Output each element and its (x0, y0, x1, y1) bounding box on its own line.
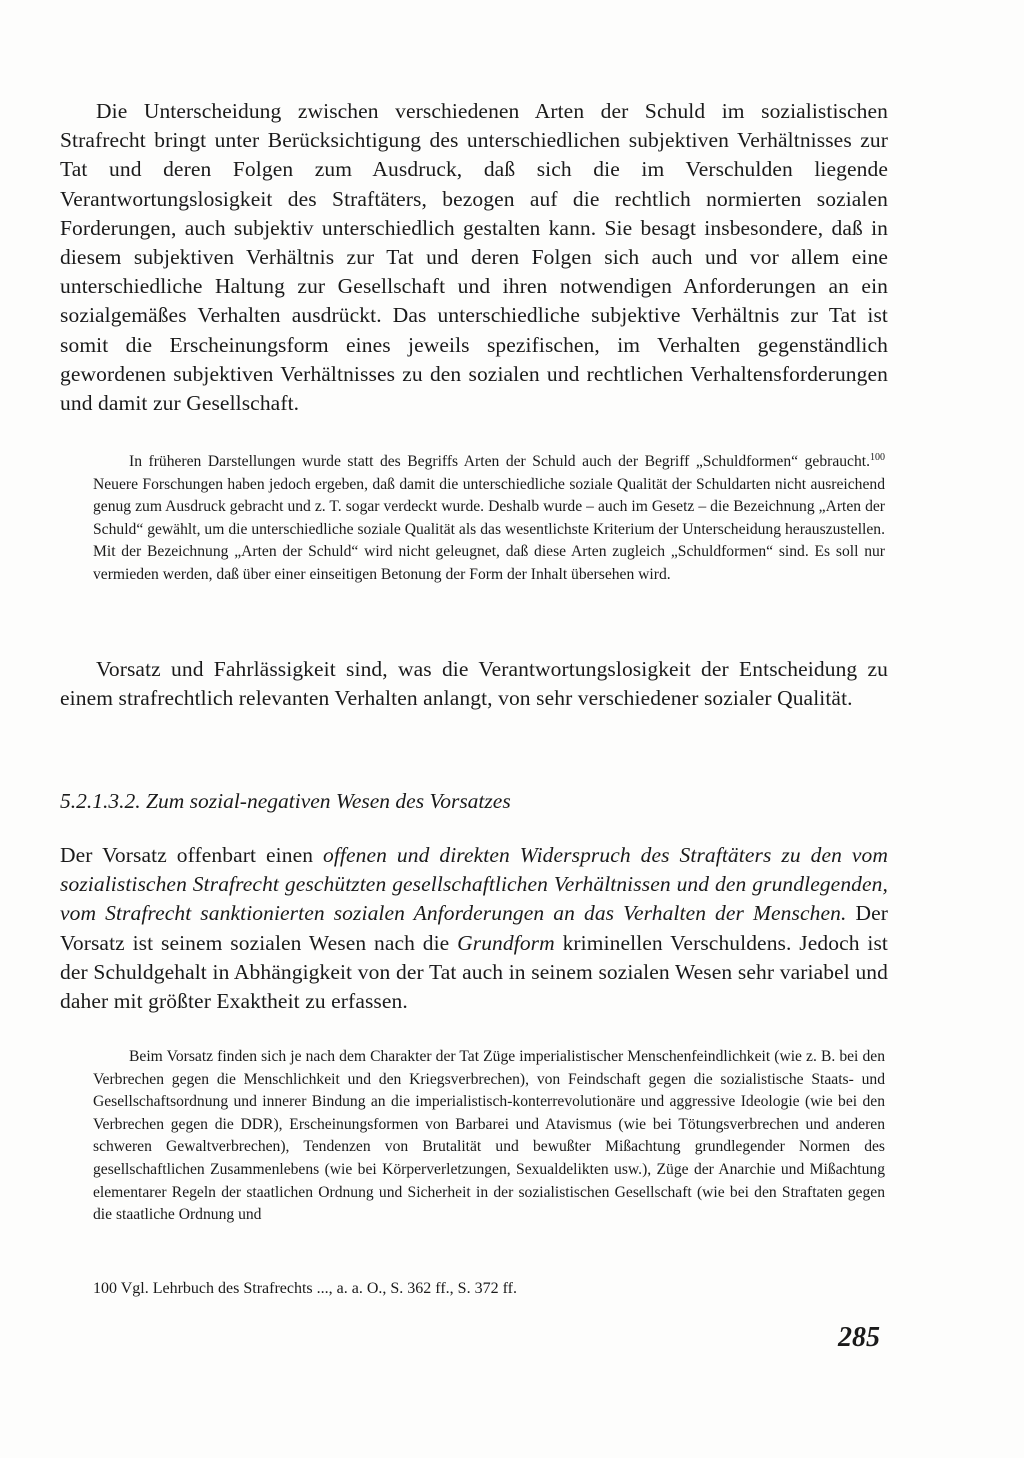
body-paragraph-2: Vorsatz und Fahrlässigkeit sind, was die Verantwortungslosigkeit der Entscheidung zu einem strafrechtlich relevanten Verhalten anlangt, von sehr verschiedener sozialer Qualität. (60, 657, 888, 711)
footnote-ref-100: 100 (870, 451, 885, 463)
p3-emphasis-1: offenen und direkten Widerspruch des Straftäters zu den vom sozialistischen Strafrecht geschützten gesellschaftlichen Verhältnissen und den grundlegenden, vom Strafrecht sanktionierten sozialen Anforderungen an das Verhalten der Menschen. (60, 843, 888, 926)
p3-text-b: Der Vorsatz ist seinem sozialen Wesen nach die (60, 901, 888, 955)
footnote: 100 Vgl. Lehrbuch des Strafrechts ..., a. a. O., S. 362 ff., S. 372 ff. (93, 1280, 517, 1297)
note-paragraph-2: Beim Vorsatz finden sich je nach dem Charakter der Tat Züge imperialistischer Menschenfeindlichkeit (wie z. B. bei den Verbrechen gegen die Menschlichkeit und den Kriegsverbrechen), von Feindschaft gegen die sozialistische Staats- und Gesellschaftsordnung und innerer Bindung an die imperialistisch-konterrevolutionäre und aggressive Ideologie (wie bei den Verbrechen gegen die DDR), Erscheinungsformen von Barbarei und Atavismus (wie bei Tötungsverbrechen und anderen schweren Gewaltverbrechen), Tendenzen von Brutalität und bewußter Mißachtung grundlegender Normen des gesellschaftlichen Zusammenlebens (wie bei Körperverletzungen, Sexualdelikten usw.), Züge der Anarchie und Mißachtung elementarer Regeln der staatlichen Ordnung und Sicherheit in der sozialistischen Gesellschaft (wie bei den Straftaten gegen die staatliche Ordnung und (93, 1048, 885, 1224)
p3-text-a: Der Vorsatz offenbart einen (60, 843, 323, 867)
note-1-text-a: In früheren Darstellungen wurde statt des Begriffs Arten der Schuld auch der Begriff „Schuldformen“ gebraucht. (129, 453, 870, 470)
note-paragraph-1 (93, 451, 885, 587)
section-heading: 5.2.1.3.2. Zum sozial-negativen Wesen des Vorsatzes (60, 789, 511, 813)
body-paragraph-3 (60, 841, 888, 1016)
body-paragraph-1: Die Unterscheidung zwischen verschiedenen Arten der Schuld im sozialistischen Strafrecht bringt unter Berücksichtigung des unterschiedlichen subjektiven Verhältnisses zur Tat und deren Folgen zum Ausdruck, daß sich die im Verschulden liegende Verantwortungslosigkeit des Straftäters, bezogen auf die rechtlich normierten sozialen Forderungen, auch subjektiv unterschiedlich gestalten kann. Sie besagt insbesondere, daß in diesem subjektiven Verhältnis zur Tat und deren Folgen sich auch und vor allem eine unterschiedliche Haltung zur Gesellschaft und ihren notwendigen Anforderungen an ein sozialgemäßes Verhalten ausdrückt. Das unterschiedliche subjektive Verhältnis zur Tat ist somit die Erscheinungsform eines jeweils spezifischen, im Verhalten gegenständlich gewordenen subjektiven Verhältnisses zu den sozialen und rechtlichen Verhaltensforderungen und damit zur Gesellschaft. (60, 99, 888, 416)
page-number: 285 (838, 1322, 880, 1353)
note-1-text-b: Neuere Forschungen haben jedoch ergeben, daß damit die unterschiedliche soziale Qualität der Schuldarten nicht ausreichend genug zum Ausdruck gebracht und z. T. sogar verdeckt wurde. Deshalb wurde – auch im Gesetz – die Bezeichnung „Arten der Schuld“ gewählt, um die unterschiedliche soziale Qualität als das wesentlichste Kriterium der Unterscheidung herauszustellen. Mit der Bezeichnung „Arten der Schuld“ wird nicht geleugnet, daß diese Arten zugleich „Schuldformen“ sind. Es soll nur vermieden werden, daß über einer einseitigen Betonung der Form der Inhalt übersehen wird. (93, 475, 885, 583)
p3-emphasis-2: Grundform (457, 930, 555, 955)
p3-text-c: kriminellen Verschuldens. Jedoch ist der Schuldgehalt in Abhängigkeit von der Tat auch in seinem sozialen Wesen sehr variabel und daher mit größter Exaktheit zu erfassen. (60, 930, 888, 1014)
